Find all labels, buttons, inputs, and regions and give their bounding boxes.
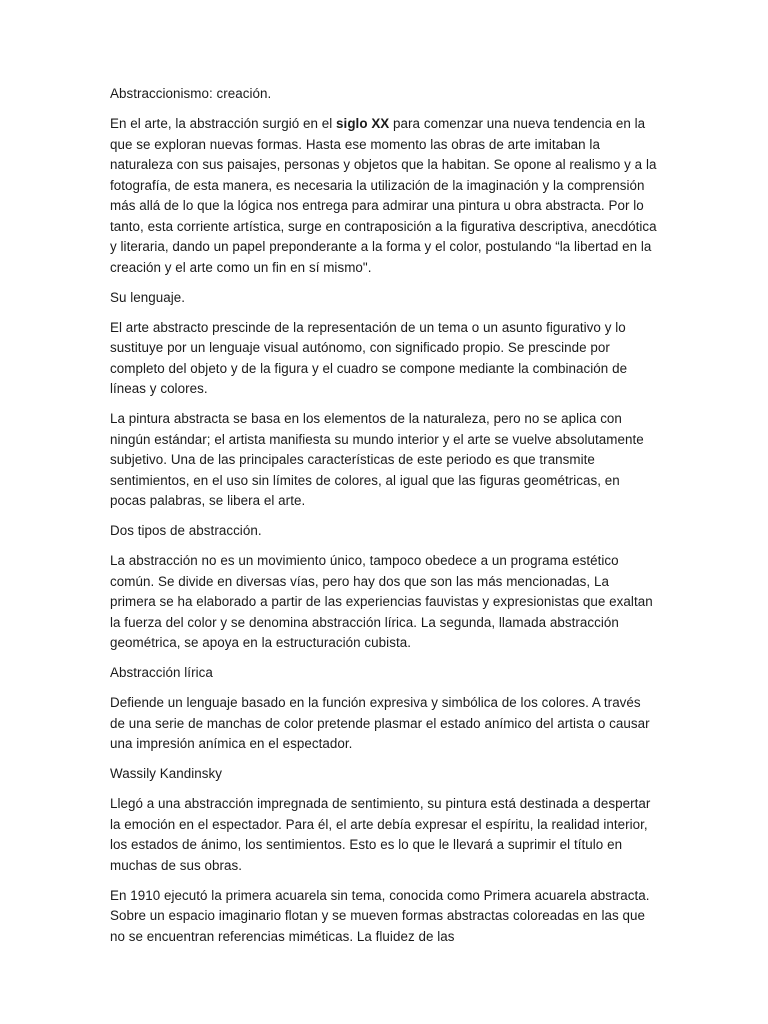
paragraph-intro-text-start: En el arte, la abstracción surgió en el <box>110 116 337 131</box>
bold-siglo-xx: siglo XX <box>336 116 390 131</box>
section-heading-tipos: Dos tipos de abstracción. <box>110 523 262 538</box>
paragraph-pintura-abstracta: La pintura abstracta se basa en los elementos de la naturaleza, pero no se aplica con ningún estándar; el artista manifiesta su mundo interior y el arte se vuelve absolutamente subjetivo. Una de las principales características de este periodo es que transmite sentimientos, en el uso sin límites de colores, al igual que las figuras geométricas, en pocas palabras, se libera el arte. <box>110 411 644 508</box>
document-title: Abstraccionismo: creación. <box>110 86 272 101</box>
section-heading-lenguaje: Su lenguaje. <box>110 289 186 305</box>
paragraph-intro <box>110 114 658 278</box>
section-heading-lirica: Abstracción lírica <box>110 665 213 680</box>
paragraph-1910: En 1910 ejecutó la primera acuarela sin tema, conocida como Primera acuarela abstracta. Sobre un espacio imaginario flotan y se mueven formas abstractas coloreadas en las que no se encuentran referencias miméticas. La fluidez de las <box>110 887 650 944</box>
paragraph-kandinsky: Llegó a una abstracción impregnada de sentimiento, su pintura está destinada a despertar la emoción en el espectador. Para él, el arte debía expresar el espíritu, la realidad interior, los estados de ánimo, los sentimientos. Esto es lo que le llevará a suprimir el título en muchas de sus obras. <box>110 796 651 873</box>
paragraph-tipos: La abstracción no es un movimiento único, tampoco obedece a un programa estético común. Se divide en diversas vías, pero hay dos que son las más mencionadas, La primera se ha elaborado a partir de las experiencias fauvistas y expresionistas que exaltan la fuerza del color y se denomina abstracción lírica. La segunda, llamada abstracción geométrica, se apoya en la estructuración cubista. <box>110 553 653 650</box>
paragraph-lirica: Defiende un lenguaje basado en la función expresiva y simbólica de los colores. A través de una serie de manchas de color pretende plasmar el estado anímico del artista o causar una impresión anímica en el espectador. <box>110 695 650 751</box>
paragraph-intro-text-end: para comenzar una nueva tendencia en la que se exploran nuevas formas. Hasta ese momento las obras de arte imitaban la naturaleza con sus paisajes, personas y objetos que la habitan. Se opone al realismo y a la fotografía, de esta manera, es necesaria la utilización de la imaginación y la comprensión más allá de lo que la lógica nos entrega para admirar una pintura u obra abstracta. Por lo tanto, esta corriente artística, surge en contraposición a la figurativa descriptiva, anecdótica y literaria, dando un papel preponderante a la forma y el color, postulando “la libertad en la creación y el arte como un fin en sí mismo". <box>110 116 657 275</box>
section-heading-kandinsky: Wassily Kandinsky <box>110 766 222 781</box>
document-body <box>110 84 658 957</box>
paragraph-lenguaje: El arte abstracto prescinde de la representación de un tema o un asunto figurativo y lo sustituye por un lenguaje visual autónomo, con significado propio. Se prescinde por completo del objeto y de la figura y el cuadro se compone mediante la combinación de líneas y colores. <box>110 319 628 396</box>
